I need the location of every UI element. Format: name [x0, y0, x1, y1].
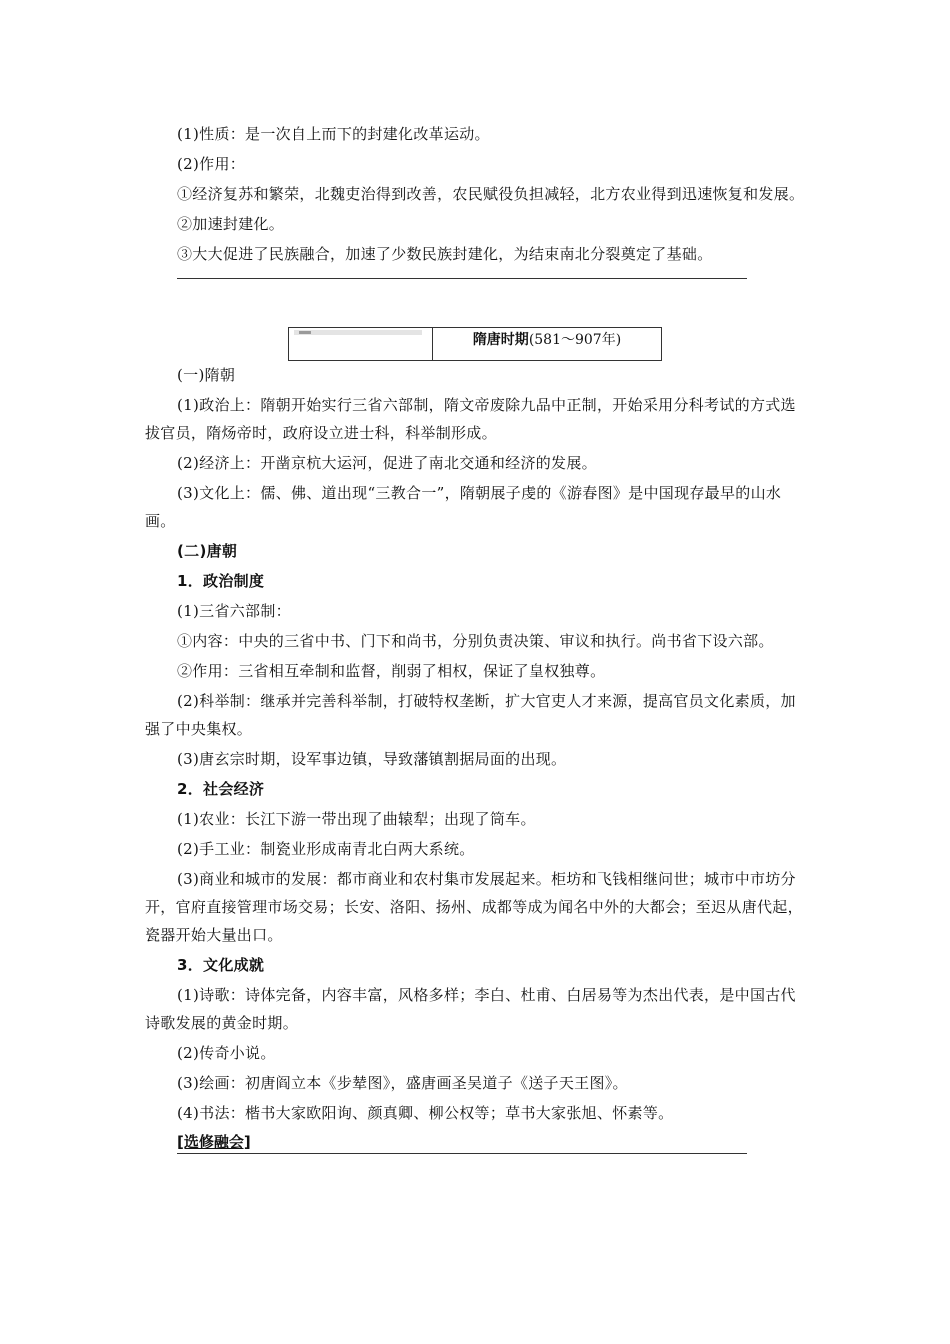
subsection-heading: 2．社会经济 [177, 780, 265, 798]
paragraph: ③大大促进了民族融合，加速了少数民族封建化，为结束南北分裂奠定了基础。 [177, 245, 713, 263]
paragraph: (2)传奇小说。 [177, 1044, 276, 1062]
document-body [145, 120, 810, 1154]
paragraph: (2)作用： [177, 155, 246, 173]
subsection-heading: 3．文化成就 [177, 956, 265, 974]
banner-decoration [289, 328, 433, 360]
paragraph: (2)科举制：继承并完善科举制，打破特权垄断，扩大官吏人才来源，提高官员文化素质，加强了中央集权。 [145, 692, 796, 738]
paragraph: ②作用：三省相互牵制和监督，削弱了相权，保证了皇权独尊。 [177, 662, 606, 680]
paragraph: (2)经济上：开凿京杭大运河，促进了南北交通和经济的发展。 [177, 454, 597, 472]
paragraph: ①经济复苏和繁荣，北魏吏治得到改善，农民赋役负担减轻，北方农业得到迅速恢复和发展。 [177, 185, 805, 203]
paragraph: ①内容：中央的三省中书、门下和尚书，分别负责决策、审议和执行。尚书省下设六部。 [177, 632, 774, 650]
banner-period-name: 隋唐时期 [472, 332, 529, 348]
paragraph: (1)政治上：隋朝开始实行三省六部制，隋文帝废除九品中正制，开始采用分科考试的方式选拔官员，隋炀帝时，政府设立进士科，科举制形成。 [145, 396, 796, 442]
section-heading: (二)唐朝 [177, 542, 238, 560]
banner-title [433, 328, 661, 360]
header-underline [251, 1153, 747, 1154]
paragraph: (1)诗歌：诗体完备，内容丰富，风格多样；李白、杜甫、白居易等为杰出代表，是中国古代诗歌发展的黄金时期。 [145, 986, 796, 1032]
section-heading: (一)隋朝 [177, 366, 236, 384]
elective-label: [选修融会] [177, 1131, 251, 1154]
paragraph: (4)书法：楷书大家欧阳询、颜真卿、柳公权等；草书大家张旭、怀素等。 [177, 1104, 674, 1122]
subsection-heading: 1．政治制度 [177, 572, 265, 590]
paragraph: (3)绘画：初唐阎立本《步辇图》，盛唐画圣吴道子《送子天王图》。 [177, 1074, 628, 1092]
paragraph: (2)手工业：制瓷业形成南青北白两大系统。 [177, 840, 475, 858]
paragraph: (3)唐玄宗时期，设军事边镇，导致藩镇割据局面的出现。 [177, 750, 567, 768]
paragraph: ②加速封建化。 [177, 215, 285, 233]
paragraph: (1)农业：长江下游一带出现了曲辕犁；出现了筒车。 [177, 810, 536, 828]
paragraph: (3)商业和城市的发展：都市商业和农村集市发展起来。柜坊和飞钱相继问世；城市中市坊分开，官府直接管理市场交易；长安、洛阳、扬州、成都等成为闻名中外的大都会；至迟从唐代起，瓷器开始大量出口。 [145, 870, 803, 944]
paragraph: (1)三省六部制： [177, 602, 291, 620]
elective-section-header [177, 1131, 747, 1154]
period-banner [288, 327, 662, 361]
paragraph: (3)文化上：儒、佛、道出现“三教合一”，隋朝展子虔的《游春图》是中国现存最早的山水画。 [145, 484, 782, 530]
banner-years: (581～907年) [528, 332, 622, 348]
paragraph: (1)性质：是一次自上而下的封建化改革运动。 [177, 125, 490, 143]
